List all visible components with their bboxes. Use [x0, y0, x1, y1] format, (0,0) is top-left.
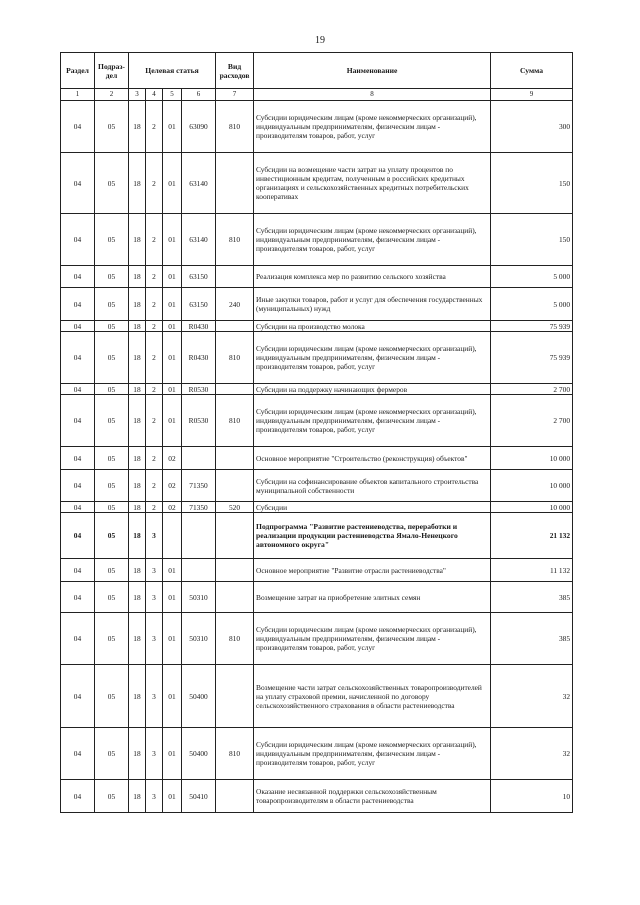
column-number: 7	[216, 89, 254, 101]
name-cell: Возмещение части затрат сельскохозяйственных товаропроизводителей на уплату страховой премии, начисленной по договору сельскохозяйственного страхования в области растениеводства	[254, 665, 491, 728]
subprogram-code-cell: 2	[146, 321, 163, 332]
razdel-cell: 04	[61, 582, 95, 613]
expense-type-cell: 810	[216, 101, 254, 153]
subprogram-code-cell: 3	[146, 780, 163, 813]
table-row	[61, 384, 573, 395]
sum-cell: 75 939	[491, 332, 573, 384]
table-row	[61, 101, 573, 153]
measure-code-cell	[163, 513, 182, 559]
direction-code-cell	[182, 513, 216, 559]
subprogram-code-cell: 3	[146, 613, 163, 665]
table-row	[61, 470, 573, 502]
subprogram-code-cell: 3	[146, 582, 163, 613]
table-row	[61, 780, 573, 813]
direction-code-cell: 71350	[182, 470, 216, 502]
expense-type-cell	[216, 665, 254, 728]
header-razdel: Раздел	[61, 53, 95, 89]
table-row	[61, 582, 573, 613]
razdel-cell: 04	[61, 321, 95, 332]
podrazdel-cell: 05	[95, 395, 129, 447]
name-cell: Основное мероприятие "Строительство (реконструкция) объектов"	[254, 447, 491, 470]
sum-cell: 32	[491, 665, 573, 728]
sum-cell: 75 939	[491, 321, 573, 332]
direction-code-cell: 50310	[182, 582, 216, 613]
name-cell: Субсидии юридическим лицам (кроме некоммерческих организаций), индивидуальным предпринимателям, физическим лицам - производителям товаров, работ, услуг	[254, 332, 491, 384]
budget-table	[60, 52, 573, 813]
table-row	[61, 447, 573, 470]
measure-code-cell: 01	[163, 665, 182, 728]
razdel-cell: 04	[61, 266, 95, 288]
column-number: 3	[129, 89, 146, 101]
subprogram-code-cell: 2	[146, 470, 163, 502]
podrazdel-cell: 05	[95, 214, 129, 266]
program-code-cell: 18	[129, 502, 146, 513]
measure-code-cell: 01	[163, 266, 182, 288]
name-cell: Оказание несвязанной поддержки сельскохозяйственным товаропроизводителям в области растениеводства	[254, 780, 491, 813]
name-cell: Субсидии юридическим лицам (кроме некоммерческих организаций), индивидуальным предпринимателям, физическим лицам - производителям товаров, работ, услуг	[254, 101, 491, 153]
name-cell: Субсидии юридическим лицам (кроме некоммерческих организаций), индивидуальным предпринимателям, физическим лицам - производителям товаров, работ, услуг	[254, 214, 491, 266]
podrazdel-cell: 05	[95, 582, 129, 613]
measure-code-cell: 01	[163, 582, 182, 613]
subprogram-code-cell: 2	[146, 447, 163, 470]
direction-code-cell: 63090	[182, 101, 216, 153]
expense-type-cell	[216, 447, 254, 470]
column-number: 6	[182, 89, 216, 101]
table-body	[61, 101, 573, 813]
direction-code-cell: 63150	[182, 288, 216, 321]
direction-code-cell: 63140	[182, 153, 216, 214]
direction-code-cell: R0430	[182, 321, 216, 332]
measure-code-cell: 01	[163, 613, 182, 665]
program-code-cell: 18	[129, 780, 146, 813]
sum-cell: 5 000	[491, 266, 573, 288]
razdel-cell: 04	[61, 153, 95, 214]
name-cell: Субсидии	[254, 502, 491, 513]
expense-type-cell: 810	[216, 728, 254, 780]
measure-code-cell: 01	[163, 728, 182, 780]
razdel-cell: 04	[61, 728, 95, 780]
measure-code-cell: 02	[163, 447, 182, 470]
column-number: 1	[61, 89, 95, 101]
program-code-cell: 18	[129, 665, 146, 728]
podrazdel-cell: 05	[95, 513, 129, 559]
sum-cell: 2 700	[491, 384, 573, 395]
table-row	[61, 214, 573, 266]
measure-code-cell: 01	[163, 153, 182, 214]
subprogram-code-cell: 3	[146, 513, 163, 559]
measure-code-cell: 01	[163, 321, 182, 332]
table-row	[61, 559, 573, 582]
sum-cell: 385	[491, 582, 573, 613]
table-row	[61, 728, 573, 780]
sum-cell: 10 000	[491, 447, 573, 470]
razdel-cell: 04	[61, 214, 95, 266]
expense-type-cell: 810	[216, 613, 254, 665]
expense-type-cell: 810	[216, 395, 254, 447]
sum-cell: 2 700	[491, 395, 573, 447]
column-number: 2	[95, 89, 129, 101]
name-cell: Основное мероприятие "Развитие отрасли растениеводства"	[254, 559, 491, 582]
table-row	[61, 332, 573, 384]
header-row	[61, 53, 573, 89]
expense-type-cell	[216, 780, 254, 813]
header-celevaya-statya: Целевая статья	[129, 53, 216, 89]
direction-code-cell: 63140	[182, 214, 216, 266]
header-naimenovanie: Наименование	[254, 53, 491, 89]
subprogram-code-cell: 2	[146, 266, 163, 288]
program-code-cell: 18	[129, 447, 146, 470]
name-cell: Возмещение затрат на приобретение элитных семян	[254, 582, 491, 613]
razdel-cell: 04	[61, 559, 95, 582]
subprogram-code-cell: 3	[146, 559, 163, 582]
subprogram-code-cell: 2	[146, 214, 163, 266]
direction-code-cell	[182, 559, 216, 582]
name-cell: Субсидии юридическим лицам (кроме некоммерческих организаций), индивидуальным предпринимателям, физическим лицам - производителям товаров, работ, услуг	[254, 395, 491, 447]
sum-cell: 10 000	[491, 470, 573, 502]
direction-code-cell: 50400	[182, 665, 216, 728]
direction-code-cell	[182, 447, 216, 470]
podrazdel-cell: 05	[95, 470, 129, 502]
measure-code-cell: 01	[163, 101, 182, 153]
podrazdel-cell: 05	[95, 332, 129, 384]
subprogram-code-cell: 3	[146, 728, 163, 780]
program-code-cell: 18	[129, 513, 146, 559]
subprogram-code-cell: 2	[146, 502, 163, 513]
name-cell: Субсидии на производство молока	[254, 321, 491, 332]
column-number: 8	[254, 89, 491, 101]
razdel-cell: 04	[61, 665, 95, 728]
table-row	[61, 665, 573, 728]
name-cell: Реализация комплекса мер по развитию сельского хозяйства	[254, 266, 491, 288]
razdel-cell: 04	[61, 447, 95, 470]
expense-type-cell: 240	[216, 288, 254, 321]
subprogram-code-cell: 2	[146, 288, 163, 321]
measure-code-cell: 01	[163, 332, 182, 384]
sum-cell: 10	[491, 780, 573, 813]
program-code-cell: 18	[129, 613, 146, 665]
razdel-cell: 04	[61, 288, 95, 321]
podrazdel-cell: 05	[95, 288, 129, 321]
expense-type-cell	[216, 559, 254, 582]
subprogram-code-cell: 3	[146, 665, 163, 728]
podrazdel-cell: 05	[95, 665, 129, 728]
program-code-cell: 18	[129, 728, 146, 780]
name-cell: Иные закупки товаров, работ и услуг для обеспечения государственных (муниципальных) нужд	[254, 288, 491, 321]
subprogram-code-cell: 2	[146, 384, 163, 395]
razdel-cell: 04	[61, 780, 95, 813]
direction-code-cell: R0430	[182, 332, 216, 384]
sum-cell: 150	[491, 214, 573, 266]
program-code-cell: 18	[129, 288, 146, 321]
razdel-cell: 04	[61, 395, 95, 447]
column-number: 9	[491, 89, 573, 101]
sum-cell: 32	[491, 728, 573, 780]
expense-type-cell	[216, 513, 254, 559]
expense-type-cell: 810	[216, 214, 254, 266]
table-row	[61, 266, 573, 288]
podrazdel-cell: 05	[95, 447, 129, 470]
razdel-cell: 04	[61, 513, 95, 559]
direction-code-cell: R0530	[182, 395, 216, 447]
razdel-cell: 04	[61, 502, 95, 513]
podrazdel-cell: 05	[95, 101, 129, 153]
sum-cell: 11 132	[491, 559, 573, 582]
name-cell: Субсидии на возмещение части затрат на уплату процентов по инвестиционным кредитам, полученным в российских кредитных организациях и сельскохозяйственных кредитных потребительских кооперативах	[254, 153, 491, 214]
measure-code-cell: 02	[163, 502, 182, 513]
page-number: 19	[315, 35, 325, 46]
name-cell: Субсидии юридическим лицам (кроме некоммерческих организаций), индивидуальным предпринимателям, физическим лицам - производителям товаров, работ, услуг	[254, 728, 491, 780]
direction-code-cell: R0530	[182, 384, 216, 395]
podrazdel-cell: 05	[95, 266, 129, 288]
table-row	[61, 502, 573, 513]
measure-code-cell: 01	[163, 384, 182, 395]
program-code-cell: 18	[129, 214, 146, 266]
subprogram-code-cell: 2	[146, 101, 163, 153]
program-code-cell: 18	[129, 582, 146, 613]
column-number: 5	[163, 89, 182, 101]
table-row	[61, 613, 573, 665]
program-code-cell: 18	[129, 153, 146, 214]
sum-cell: 5 000	[491, 288, 573, 321]
measure-code-cell: 01	[163, 559, 182, 582]
subprogram-code-cell: 2	[146, 153, 163, 214]
razdel-cell: 04	[61, 101, 95, 153]
measure-code-cell: 01	[163, 288, 182, 321]
podrazdel-cell: 05	[95, 780, 129, 813]
direction-code-cell: 63150	[182, 266, 216, 288]
table-row	[61, 321, 573, 332]
expense-type-cell	[216, 266, 254, 288]
podrazdel-cell: 05	[95, 153, 129, 214]
name-cell: Субсидии на поддержку начинающих фермеров	[254, 384, 491, 395]
podrazdel-cell: 05	[95, 559, 129, 582]
program-code-cell: 18	[129, 321, 146, 332]
direction-code-cell: 50310	[182, 613, 216, 665]
program-code-cell: 18	[129, 332, 146, 384]
razdel-cell: 04	[61, 384, 95, 395]
column-number-row	[61, 89, 573, 101]
subprogram-code-cell: 2	[146, 395, 163, 447]
direction-code-cell: 50410	[182, 780, 216, 813]
program-code-cell: 18	[129, 470, 146, 502]
expense-type-cell: 810	[216, 332, 254, 384]
header-summa: Сумма	[491, 53, 573, 89]
sum-cell: 21 132	[491, 513, 573, 559]
program-code-cell: 18	[129, 384, 146, 395]
direction-code-cell: 50400	[182, 728, 216, 780]
expense-type-cell	[216, 153, 254, 214]
name-cell: Субсидии на софинансирование объектов капитального строительства муниципальной собственности	[254, 470, 491, 502]
expense-type-cell	[216, 384, 254, 395]
header-podrazdel: Подраз-дел	[95, 53, 129, 89]
header-vid-rashodov: Вид расходов	[216, 53, 254, 89]
podrazdel-cell: 05	[95, 384, 129, 395]
measure-code-cell: 01	[163, 214, 182, 266]
subprogram-code-cell: 2	[146, 332, 163, 384]
razdel-cell: 04	[61, 470, 95, 502]
direction-code-cell: 71350	[182, 502, 216, 513]
expense-type-cell	[216, 582, 254, 613]
podrazdel-cell: 05	[95, 502, 129, 513]
table-row	[61, 395, 573, 447]
program-code-cell: 18	[129, 395, 146, 447]
program-code-cell: 18	[129, 101, 146, 153]
razdel-cell: 04	[61, 613, 95, 665]
expense-type-cell	[216, 470, 254, 502]
name-cell: Субсидии юридическим лицам (кроме некоммерческих организаций), индивидуальным предпринимателям, физическим лицам - производителям товаров, работ, услуг	[254, 613, 491, 665]
podrazdel-cell: 05	[95, 613, 129, 665]
program-code-cell: 18	[129, 559, 146, 582]
program-code-cell: 18	[129, 266, 146, 288]
sum-cell: 10 000	[491, 502, 573, 513]
measure-code-cell: 01	[163, 780, 182, 813]
table-row	[61, 513, 573, 559]
razdel-cell: 04	[61, 332, 95, 384]
table-row	[61, 288, 573, 321]
measure-code-cell: 01	[163, 395, 182, 447]
sum-cell: 300	[491, 101, 573, 153]
podrazdel-cell: 05	[95, 728, 129, 780]
podrazdel-cell: 05	[95, 321, 129, 332]
column-number: 4	[146, 89, 163, 101]
expense-type-cell: 520	[216, 502, 254, 513]
expense-type-cell	[216, 321, 254, 332]
name-cell: Подпрограмма "Развитие растениеводства, переработки и реализации продукции растениеводства Ямало-Ненецкого автономного округа"	[254, 513, 491, 559]
sum-cell: 385	[491, 613, 573, 665]
sum-cell: 150	[491, 153, 573, 214]
table-row	[61, 153, 573, 214]
measure-code-cell: 02	[163, 470, 182, 502]
